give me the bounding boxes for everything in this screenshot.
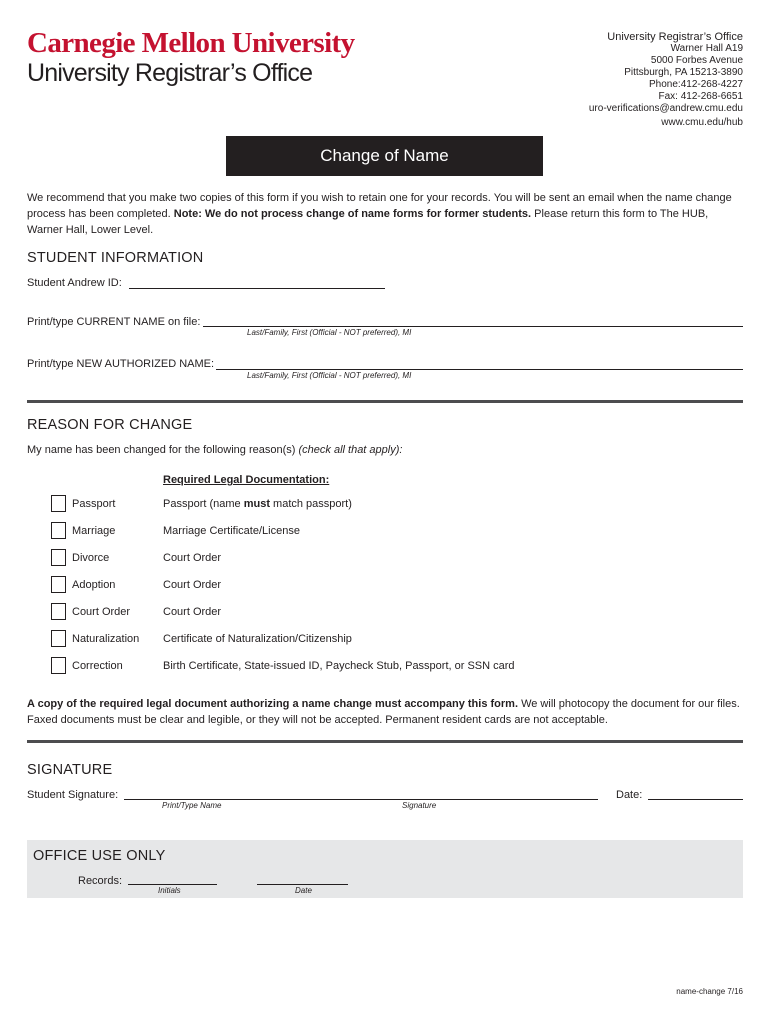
checkbox-correction[interactable] xyxy=(51,657,66,674)
reason-intro-text: My name has been changed for the following reason(s) xyxy=(27,444,299,456)
phone: Phone:412-268-4227 xyxy=(649,79,743,90)
reason-intro-italic: (check all that apply): xyxy=(298,444,403,456)
checkbox-naturalization[interactable] xyxy=(51,630,66,647)
fax: Fax: 412-268-6651 xyxy=(658,91,743,102)
website: www.cmu.edu/hub xyxy=(661,117,743,128)
reason-heading: REASON FOR CHANGE xyxy=(27,417,193,433)
email: uro-verifications@andrew.cmu.edu xyxy=(588,103,743,114)
doc-post: match passport) xyxy=(269,498,352,510)
reason-doc: Certificate of Naturalization/Citizenship xyxy=(163,633,352,645)
print-name-hint: Print/Type Name xyxy=(162,801,222,810)
andrew-id-field[interactable] xyxy=(129,288,385,289)
doc-bold: must xyxy=(243,498,270,510)
reason-label: Passport xyxy=(72,498,116,510)
note-rest: We will photocopy the document for our files. Faxed documents must be clear and legible, or they will not be accepted. Permanent resident cards are not acceptable. xyxy=(27,698,740,726)
office-heading: OFFICE USE ONLY xyxy=(33,848,166,864)
student-info-heading: STUDENT INFORMATION xyxy=(27,250,204,266)
section-divider xyxy=(27,740,743,743)
checkbox-marriage[interactable] xyxy=(51,522,66,539)
reason-label: Adoption xyxy=(72,579,116,591)
reason-label: Correction xyxy=(72,660,123,672)
new-name-hint: Last/Family, First (Official - NOT preferred), MI xyxy=(247,371,412,380)
date-field[interactable] xyxy=(648,799,743,800)
address-line: Warner Hall A19 xyxy=(670,43,743,54)
current-name-label: Print/type CURRENT NAME on file: xyxy=(27,316,201,328)
signature-hint: Signature xyxy=(402,801,437,810)
documentation-note xyxy=(27,696,743,728)
reason-doc: Marriage Certificate/License xyxy=(163,525,300,537)
reason-doc: Court Order xyxy=(163,606,222,618)
address-line: Pittsburgh, PA 15213-3890 xyxy=(624,67,743,78)
current-name-field[interactable] xyxy=(203,326,743,327)
reason-doc: Birth Certificate, State-issued ID, Paycheck Stub, Passport, or SSN card xyxy=(163,660,515,672)
reason-label: Marriage xyxy=(72,525,116,537)
note-bold: A copy of the required legal document authorizing a name change must accompany this form. xyxy=(27,698,519,710)
checkbox-passport[interactable] xyxy=(51,495,66,512)
andrew-id-label: Student Andrew ID: xyxy=(27,277,122,289)
checkbox-divorce[interactable] xyxy=(51,549,66,566)
checkbox-court-order[interactable] xyxy=(51,603,66,620)
intro-text xyxy=(27,190,743,238)
records-label: Records: xyxy=(78,875,123,887)
date-label: Date: xyxy=(616,789,643,801)
form-title: Change of Name xyxy=(226,136,543,176)
reason-label: Naturalization xyxy=(72,633,140,645)
reason-label: Divorce xyxy=(72,552,110,564)
section-divider xyxy=(27,400,743,403)
checkbox-adoption[interactable] xyxy=(51,576,66,593)
cmu-logo: Carnegie Mellon University xyxy=(27,27,355,59)
registrar-logo-text: University Registrar’s Office xyxy=(27,59,313,87)
reason-doc: Court Order xyxy=(163,579,222,591)
signature-label: Student Signature: xyxy=(27,789,119,801)
signature-field[interactable] xyxy=(124,799,598,800)
reason-label: Court Order xyxy=(72,606,131,618)
initials-hint: Initials xyxy=(158,886,181,895)
reason-intro xyxy=(27,444,402,456)
intro-part1: We recommend that you make two copies of this form if you wish to retain one for your records. You will be sent an email when the name change process has been completed. xyxy=(27,192,732,220)
doc-heading: Required Legal Documentation: xyxy=(163,474,330,486)
reason-doc: Court Order xyxy=(163,552,222,564)
current-name-hint: Last/Family, First (Official - NOT preferred), MI xyxy=(247,328,412,337)
office-date-hint: Date xyxy=(295,886,312,895)
form-version: name-change 7/16 xyxy=(676,987,743,996)
intro-note: Note: We do not process change of name forms for former students. xyxy=(173,208,532,220)
new-name-label: Print/type NEW AUTHORIZED NAME: xyxy=(27,358,215,370)
signature-heading: SIGNATURE xyxy=(27,762,113,778)
office-name: University Registrar’s Office xyxy=(607,31,743,43)
initials-field[interactable] xyxy=(128,884,217,885)
address-line: 5000 Forbes Avenue xyxy=(650,55,743,66)
new-name-field[interactable] xyxy=(216,369,743,370)
intro-part2: Please return this form to The HUB, Warner Hall, Lower Level. xyxy=(27,208,709,236)
doc-pre: Passport (name xyxy=(163,498,244,510)
office-date-field[interactable] xyxy=(257,884,348,885)
reason-doc xyxy=(163,498,352,510)
